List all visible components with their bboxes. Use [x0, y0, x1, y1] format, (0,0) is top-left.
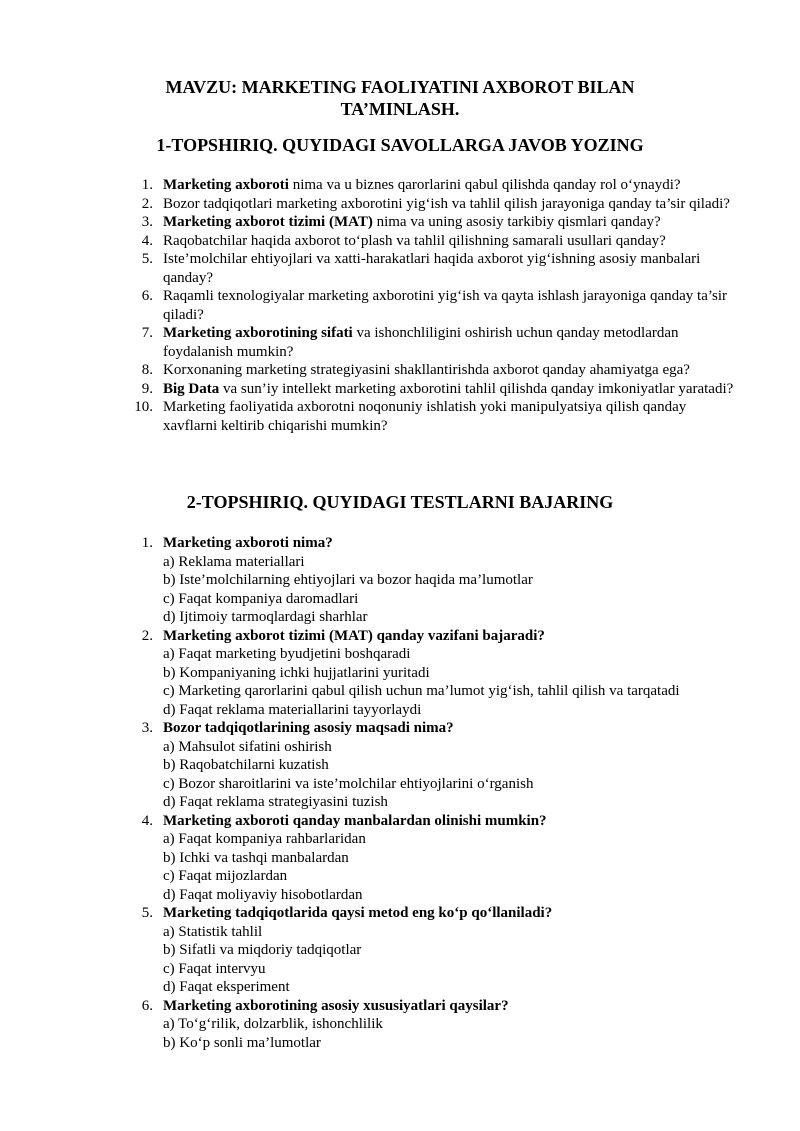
test-question: Marketing axboroti nima? [163, 535, 333, 551]
test-option: d) Faqat eksperiment [163, 979, 290, 995]
test-option: c) Bozor sharoitlarini va iste’molchilar ehtiyojlarini o‘rganish [163, 775, 534, 792]
question-item [0, 324, 800, 361]
test-number: 3. [141, 720, 153, 736]
question-item [0, 287, 800, 324]
test-option: c) Marketing qarorlarini qabul qilish uchun ma’lumot yig‘ish, tahlil qilish va tarqatadi [163, 683, 680, 699]
title-line-2: TA’MINLASH. [340, 99, 460, 119]
question-bold-term: Marketing axborot tizimi (MAT) [163, 214, 373, 230]
question-bold-term: Big Data [163, 380, 220, 397]
question-item [0, 232, 800, 251]
test-number: 6. [141, 997, 153, 1014]
questions-list [0, 176, 800, 435]
question-bold-term: Marketing axborotining sifati [163, 325, 353, 341]
question-text [163, 196, 730, 212]
question-number: 7. [141, 325, 153, 341]
test-option: a) To‘g‘rilik, dolzarblik, ishonchlilik [163, 1016, 383, 1032]
question-number: 5. [141, 251, 153, 267]
question-rest: nima va uning asosiy tarkibiy qismlari qanday? [372, 214, 661, 230]
test-number: 1. [141, 535, 153, 551]
test-option: b) Kompaniyaning ichki hujjatlarini yuritadi [163, 664, 430, 681]
question-text [163, 325, 679, 360]
document-title [100, 76, 700, 120]
question-item [0, 398, 800, 435]
question-rest: nima va u biznes qarorlarini qabul qilishda qanday rol o‘ynaydi? [288, 177, 681, 193]
question-text [163, 233, 666, 249]
test-item [0, 812, 800, 905]
question-rest: Korxonaning marketing strategiyasini shakllantirishda axborot qanday ahamiyatga ega? [163, 362, 690, 378]
section-2-heading: 2-TOPSHIRIQ. QUYIDAGI TESTLARNI BAJARING [186, 492, 614, 512]
question-rest: Raqamli texnologiyalar marketing axborotini yig‘ish va qayta ishlash jarayoniga qanday ta’sir qiladi? [163, 288, 728, 323]
question-number: 1. [141, 177, 153, 193]
test-option: b) Raqobatchilarni kuzatish [163, 757, 329, 773]
test-question: Marketing axboroti qanday manbalardan olinishi mumkin? [163, 812, 547, 829]
question-number: 10. [134, 399, 153, 415]
test-number: 4. [141, 812, 153, 829]
question-rest: Marketing faoliyatida axborotni noqonuniy ishlatish yoki manipulyatsiya qilish qanday xavflarni keltirib chiqarishi mumkin? [163, 399, 687, 434]
question-text [163, 381, 733, 397]
question-bold-term: Marketing axboroti [163, 177, 289, 193]
question-rest: va sun’iy intellekt marketing axborotini tahlil qilishda qanday imkoniyatlar yaratadi? [219, 380, 734, 397]
test-option: a) Statistik tahlil [163, 923, 263, 940]
section-1-heading: 1-TOPSHIRIQ. QUYIDAGI SAVOLLARGA JAVOB YOZING [156, 135, 644, 155]
question-item [0, 195, 800, 214]
question-number: 3. [141, 214, 153, 230]
question-text [163, 399, 686, 434]
test-item [0, 997, 800, 1053]
question-number: 6. [141, 288, 153, 304]
test-question: Bozor tadqiqotlarining asosiy maqsadi nima? [163, 720, 454, 736]
test-option: a) Faqat kompaniya rahbarlaridan [163, 831, 366, 847]
test-question: Marketing axborot tizimi (MAT) qanday vazifani bajaradi? [163, 627, 545, 644]
question-text [163, 177, 681, 193]
question-number: 4. [141, 232, 153, 249]
question-number: 9. [141, 380, 153, 397]
question-rest: Iste’molchilar ehtiyojlari va xatti-harakatlari haqida axborot yig‘ishning asosiy manbalari qanday? [163, 251, 701, 286]
test-option: b) Ichki va tashqi manbalardan [163, 849, 349, 866]
test-option: c) Faqat kompaniya daromadlari [163, 590, 359, 607]
title-line-1: MAVZU: MARKETING FAOLIYATINI AXBOROT BILAN [165, 77, 635, 97]
test-option: c) Faqat mijozlardan [163, 868, 288, 884]
question-text [163, 251, 700, 286]
question-text [163, 362, 690, 378]
tests-list [0, 534, 800, 1052]
question-item [0, 213, 800, 232]
test-option: a) Reklama materiallari [163, 553, 305, 570]
test-option: d) Faqat moliyaviy hisobotlardan [163, 886, 363, 903]
test-number: 5. [141, 905, 153, 921]
question-rest: Bozor tadqiqotlari marketing axborotini yig‘ish va tahlil qilish jarayoniga qanday ta’sir qiladi? [163, 195, 730, 212]
test-item [0, 719, 800, 812]
question-number: 2. [141, 195, 153, 212]
question-item [0, 250, 800, 287]
test-option: b) Ko‘p sonli ma’lumotlar [163, 1034, 321, 1051]
question-text [163, 288, 727, 323]
question-item [0, 361, 800, 380]
question-item [0, 380, 800, 399]
question-number: 8. [141, 362, 153, 378]
test-number: 2. [141, 627, 153, 644]
test-option: c) Faqat intervyu [163, 960, 266, 977]
test-option: d) Ijtimoiy tarmoqlardagi sharhlar [163, 609, 368, 625]
test-option: b) Sifatli va miqdoriy tadqiqotlar [163, 942, 362, 958]
test-question: Marketing tadqiqotlarida qaysi metod eng ko‘p qo‘llaniladi? [163, 905, 553, 921]
test-option: a) Mahsulot sifatini oshirish [163, 738, 332, 755]
test-item [0, 904, 800, 997]
question-text [163, 214, 661, 230]
test-option: d) Faqat reklama strategiyasini tuzish [163, 794, 388, 810]
test-question: Marketing axborotining asosiy xususiyatlari qaysilar? [163, 997, 509, 1014]
test-option: d) Faqat reklama materiallarini tayyorlaydi [163, 701, 422, 718]
test-item [0, 534, 800, 627]
question-item [0, 176, 800, 195]
question-rest: Raqobatchilar haqida axborot to‘plash va tahlil qilishning samarali usullari qanday? [163, 232, 666, 249]
test-option: b) Iste’molchilarning ehtiyojlari va bozor haqida ma’lumotlar [163, 572, 533, 588]
question-rest: va ishonchliligini oshirish uchun qanday metodlardan foydalanish mumkin? [163, 325, 679, 360]
test-item [0, 627, 800, 720]
test-option: a) Faqat marketing byudjetini boshqaradi [163, 646, 411, 662]
